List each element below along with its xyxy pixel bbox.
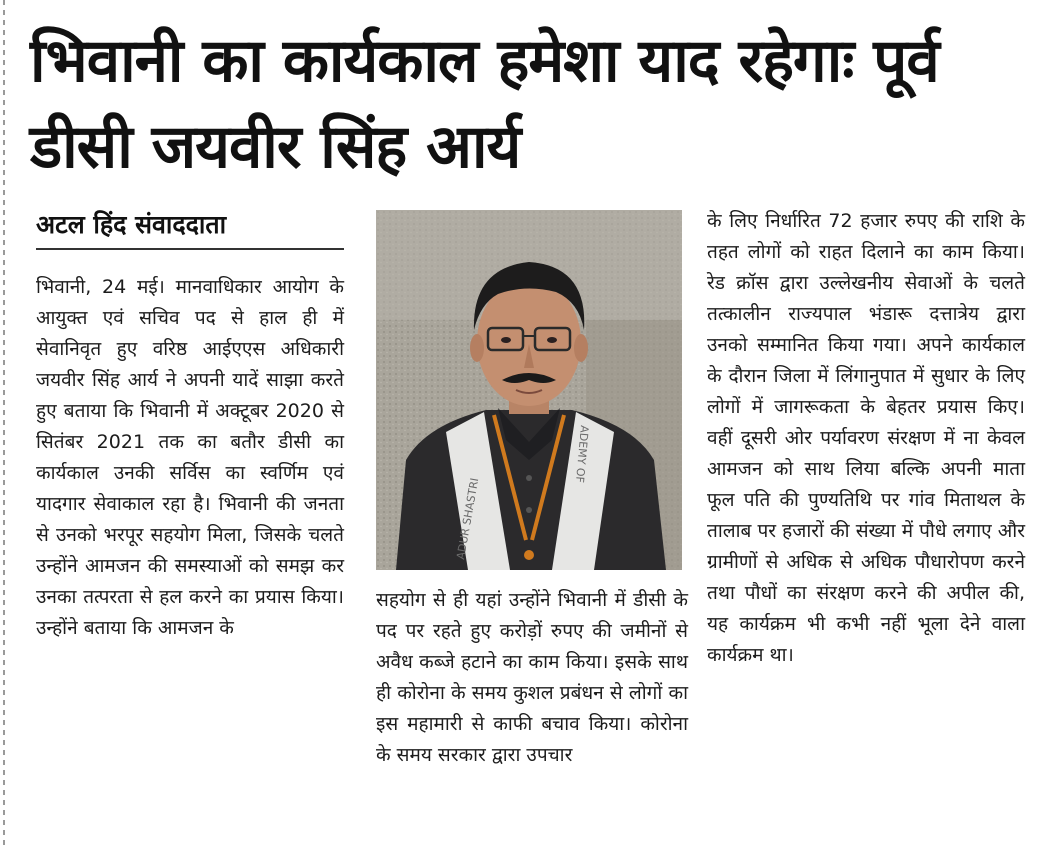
suit-jacket — [396, 410, 666, 570]
byline: अटल हिंद संवाददाता — [36, 208, 344, 250]
article-column-3: के लिए निर्धारित 72 हजार रुपए की राशि के तहत लोगों को राहत दिलाने का काम किया। रेड क्रॉस द्वारा उल्लेखनीय सेवाओं के चलते तत्कालीन राज्यपाल भंडारू दत्तात्रेय द्वारा उनको सम्मानित किया गया। अपने कार्यकाल के दौरान जिला में लिंगानुपात में सुधार के लिए लोगों में जागरूकता के बेहतर प्रयास किए। वहीं दूसरी ओर पर्यावरण संरक्षण में ना केवल आमजन को साथ लिया बल्कि अपनी माता फूल पति की पुण्यतिथि पर गांव मिताथल के तालाब पर हजारों की संख्या में पौधे लगाए और ग्रामीणों से अधिक से अधिक पौधारोपण करने तथा पौधों का संरक्षण करने की अपील की, यह कार्यक्रम भी कभी नहीं भूला देने वाला कार्यक्रम था। — [707, 210, 1025, 666]
sash-right-text: ADEMY OF — [572, 424, 591, 484]
page-edge-dotted-border — [0, 0, 8, 846]
article-column-1: भिवानी, 24 मई। मानवाधिकार आयोग के आयुक्त एवं सचिव पद से हाल ही में सेवानिवृत हुए वरिष्ठ आईएएस अधिकारी जयवीर सिंह आर्य ने अपनी यादें साझा करते हुए बताया कि भिवानी में अक्टूबर 2020 से सितंबर 2021 तक का बतौर डीसी का कार्यकाल उनकी सर्विस का स्वर्णिम एवं यादगार सेवाकाल रहा है। भिवानी की जनता से उनको भरपूर सहयोग मिला, जिसके चलते उन्होंने आमजन की समस्याओं को समझ कर उनका तत्परता से हल करने का प्रयास किया। उन्होंने बताया कि आमजन के — [36, 276, 344, 639]
portrait-photo — [376, 210, 682, 570]
headline: भिवानी का कार्यकाल हमेशा याद रहेगाः पूर्व डीसी जयवीर सिंह आर्य — [30, 26, 939, 182]
sash-left-text: ADUR SHASTRI — [454, 476, 482, 561]
article-column-2: सहयोग से ही यहां उन्होंने भिवानी में डीसी के पद पर रहते हुए करोड़ों रुपए की जमीनों से अवैध कब्जे हटाने का काम किया। इसके साथ ही कोरोना के समय कुशल प्रबंधन से लोगों का इस महामारी से काफी बचाव किया। कोरोना के समय सरकार द्वारा उपचार — [376, 589, 688, 766]
